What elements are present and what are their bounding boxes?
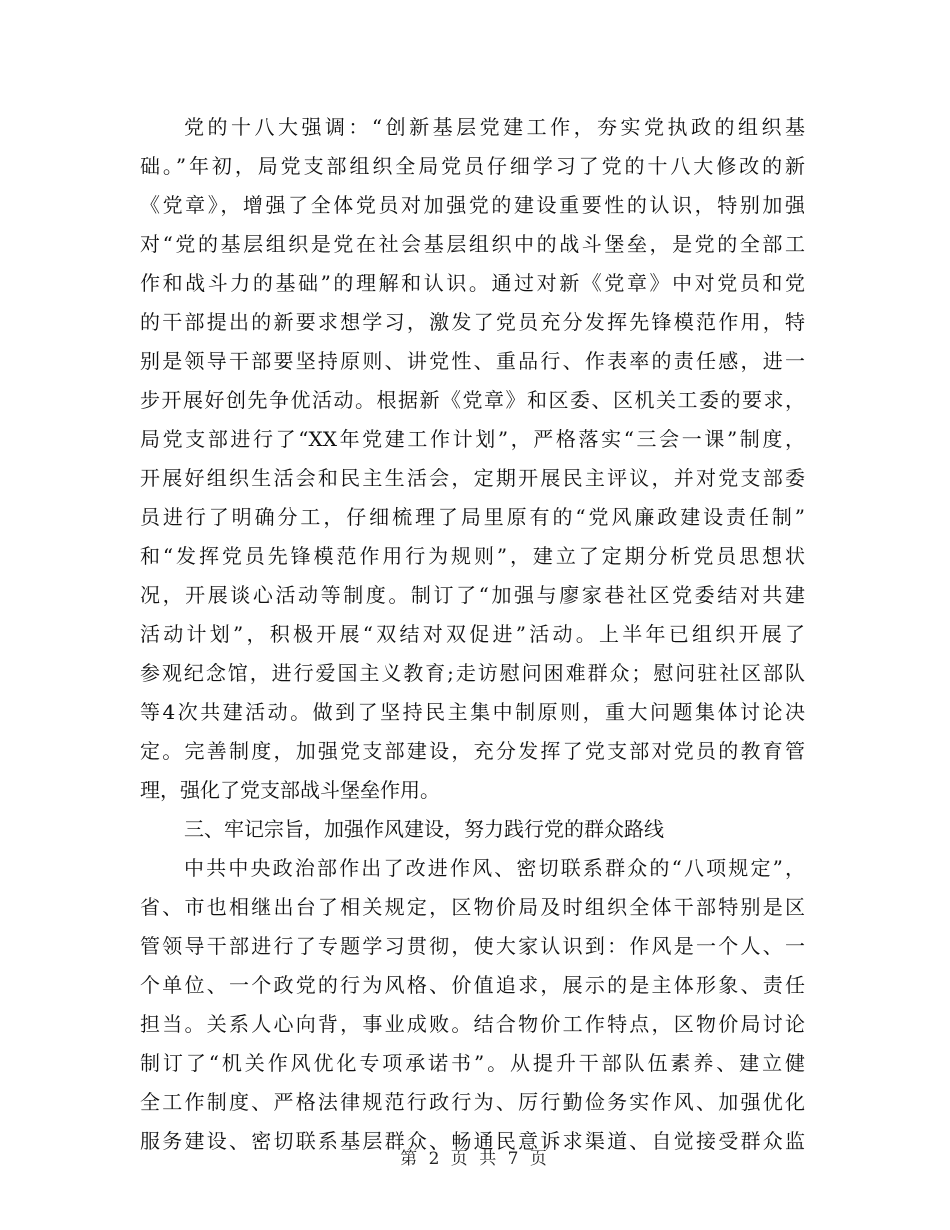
paragraph-line: 况，开展谈心活动等制度。制订了“加强与廖家巷社区党委结对共建 — [140, 583, 805, 607]
paragraph-line: 员进行了明确分工，仔细梳理了局里原有的“党风廉政建设责任制” — [140, 505, 805, 529]
paragraph-line: 全工作制度、严格法律规范行政行为、厉行勤俭务实作风、加强优化 — [140, 1090, 805, 1114]
paragraph-line: 理，强化了党支部战斗堡垒作用。 — [140, 778, 440, 802]
paragraph-line: 开展好组织生活会和民主生活会，定期开展民主评议，并对党支部委 — [140, 466, 805, 490]
section-heading: 三、牢记宗旨，加强作风建设，努力践行党的群众路线 — [184, 817, 664, 841]
paragraph-line: 服务建设、密切联系基层群众、畅通民意诉求渠道、自觉接受群众监 — [140, 1129, 805, 1153]
paragraph-line: 础。”年初，局党支部组织全局党员仔细学习了党的十八大修改的新 — [140, 154, 805, 178]
paragraph-line: 省、市也相继出台了相关规定，区物价局及时组织全体干部特别是区 — [140, 895, 805, 919]
paragraph-line: 《党章》，增强了全体党员对加强党的建设重要性的认识，特别加强 — [140, 193, 805, 217]
paragraph-line: 个单位、一个政党的行为风格、价值追求，展示的是主体形象、责任 — [140, 973, 805, 997]
paragraph-line: 参观纪念馆，进行爱国主义教育;走访慰问困难群众；慰问驻社区部队 — [140, 661, 805, 685]
page-number-footer: 第 2 页 共 7 页 — [400, 1149, 550, 1169]
paragraph-line: 对“党的基层组织是党在社会基层组织中的战斗堡垒，是党的全部工 — [140, 232, 805, 256]
document-body — [140, 108, 805, 1161]
paragraph-line: 制订了“机关作风优化专项承诺书”。从提升干部队伍素养、建立健 — [140, 1051, 805, 1075]
paragraph-line: 定。完善制度，加强党支部建设，充分发挥了党支部对党员的教育管 — [140, 739, 805, 763]
paragraph-line: 步开展好创先争优活动。根据新《党章》和区委、区机关工委的要求， — [140, 388, 805, 412]
paragraph-line: 中共中央政治部作出了改进作风、密切联系群众的“八项规定”， — [184, 856, 805, 880]
paragraph-line: 担当。关系人心向背，事业成败。结合物价工作特点，区物价局讨论 — [140, 1012, 805, 1036]
paragraph-line: 和“发挥党员先锋模范作用行为规则”，建立了定期分析党员思想状 — [140, 544, 805, 568]
paragraph-line: 别是领导干部要坚持原则、讲党性、重品行、作表率的责任感，进一 — [140, 349, 805, 373]
paragraph-line: 党的十八大强调：“创新基层党建工作，夯实党执政的组织基 — [184, 115, 805, 139]
paragraph-line: 局党支部进行了“XX年党建工作计划”，严格落实“三会一课”制度， — [140, 427, 805, 451]
paragraph-line: 等4次共建活动。做到了坚持民主集中制原则，重大问题集体讨论决 — [140, 700, 805, 724]
paragraph-line: 的干部提出的新要求想学习，激发了党员充分发挥先锋模范作用，特 — [140, 310, 805, 334]
paragraph-line: 管领导干部进行了专题学习贯彻，使大家认识到：作风是一个人、一 — [140, 934, 805, 958]
paragraph-line: 活动计划”，积极开展“双结对双促进”活动。上半年已组织开展了 — [140, 622, 805, 646]
paragraph-line: 作和战斗力的基础”的理解和认识。通过对新《党章》中对党员和党 — [140, 271, 805, 295]
